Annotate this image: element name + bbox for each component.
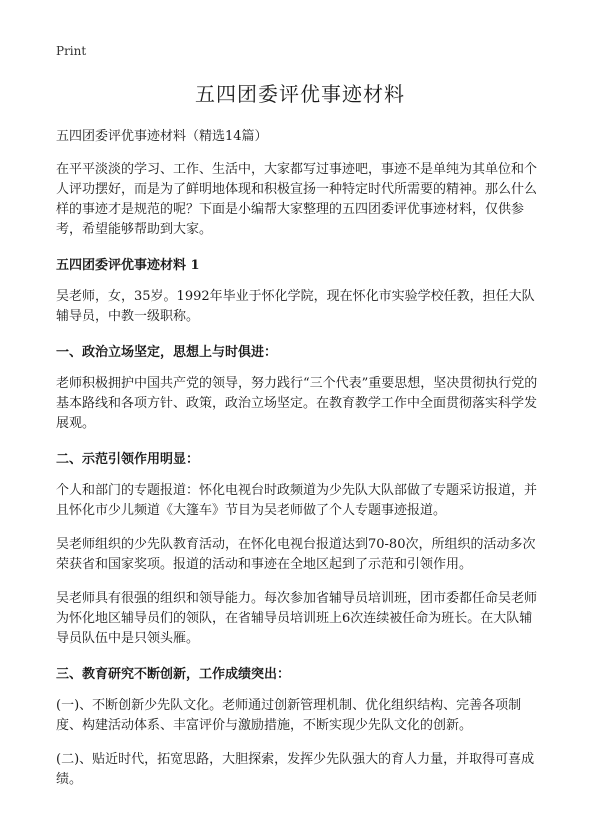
document-subtitle: 五四团委评优事迹材料（精选14篇） bbox=[56, 129, 268, 144]
section-paragraph: 吴老师具有很强的组织和领导能力。每次参加省辅导员培训班，团市委都任命吴老师为怀化地区辅导员们的领队，在省辅导员培训班上6次连续被任命为班长。在大队辅导员队伍中是只领头雁。 bbox=[56, 591, 538, 646]
section-paragraph: 个人和部门的专题报道：怀化电视台时政频道为少先队大队部做了专题采访报道，并且怀化市少儿频道《大篷车》节目为吴老师做了个人专题事迹报道。 bbox=[56, 483, 538, 518]
section-heading: 三、教育研究不断创新，工作成绩突出： bbox=[56, 667, 291, 682]
section-paragraph: 吴老师组织的少先队教育活动，在怀化电视台报道达到70-80次，所组织的活动多次荣获省和国家奖项。报道的活动和事迹在全地区起到了示范和引领作用。 bbox=[56, 537, 536, 572]
print-link[interactable]: Print bbox=[56, 44, 87, 58]
section-paragraph: 老师积极拥护中国共产党的领导，努力践行“三个代表”重要思想，坚决贯彻执行党的基本路线和各项方针、政策，政治立场坚定。在教育教学工作中全面贯彻落实科学发展观。 bbox=[56, 376, 538, 431]
profile-paragraph: 吴老师，女，35岁。1992年毕业于怀化学院，现在怀化市实验学校任教，担任大队辅导员，中教一级职称。 bbox=[56, 289, 535, 324]
intro-paragraph: 在平平淡淡的学习、工作、生活中，大家都写过事迹吧，事迹不是单纯为其单位和个人评功摆好，而是为了鲜明地体现和积极宣扬一种特定时代所需要的精神。那么什么样的事迹才是规范的呢？下面是小编帮大家整理的五四团委评优事迹材料，仅供参考，希望能够帮助到大家。 bbox=[56, 162, 538, 237]
document-title: 五四团委评优事迹材料 bbox=[195, 82, 405, 106]
material-heading: 五四团委评优事迹材料 1 bbox=[56, 258, 200, 273]
section-paragraph: (一)、不断创新少先队文化。老师通过创新管理机制、优化组织结构、完善各项制度、构建活动体系、丰富评价与激励措施，不断实现少先队文化的创新。 bbox=[56, 698, 522, 733]
section-paragraph: (二)、贴近时代，拓宽思路，大胆探索，发挥少先队强大的育人力量，并取得可喜成绩。 bbox=[56, 752, 535, 787]
section-heading: 二、示范引领作用明显： bbox=[56, 452, 200, 467]
section-heading: 一、政治立场坚定，思想上与时俱进： bbox=[56, 345, 278, 360]
